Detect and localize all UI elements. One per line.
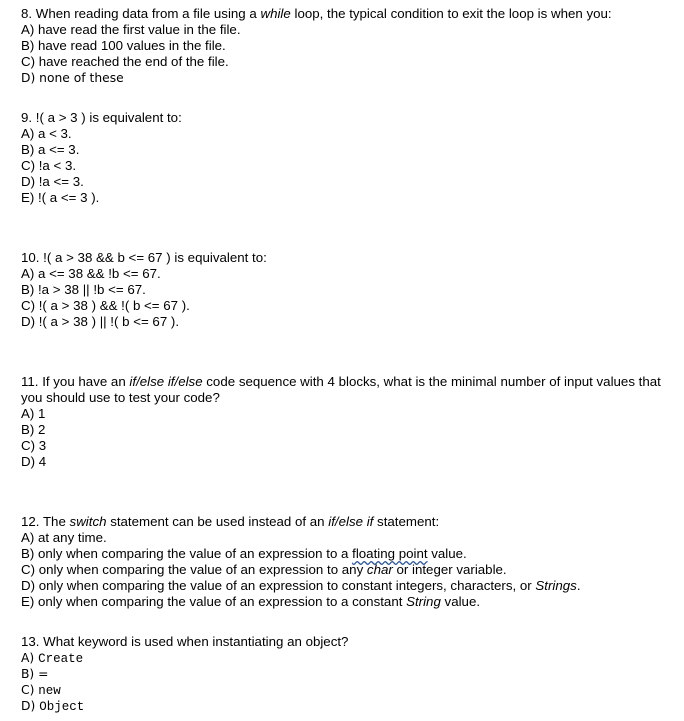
quiz-document bbox=[21, 6, 671, 714]
answer-option: C) have reached the end of the file. bbox=[21, 54, 229, 69]
question-13 bbox=[21, 634, 671, 714]
answer-option: B) = bbox=[21, 667, 49, 681]
answer-option: B) only when comparing the value of an expression to a floating point value. bbox=[21, 546, 467, 561]
question-12 bbox=[21, 514, 671, 610]
answer-option: B) a <= 3. bbox=[21, 142, 80, 157]
answer-option: D) Object bbox=[21, 699, 85, 714]
answer-option: A) 1 bbox=[21, 406, 46, 421]
answer-option: B) !a > 38 || !b <= 67. bbox=[21, 282, 146, 297]
answer-option: D) only when comparing the value of an expression to constant integers, characters, or Strings. bbox=[21, 578, 581, 593]
answer-option: B) have read 100 values in the file. bbox=[21, 38, 226, 53]
answer-option: E) only when comparing the value of an expression to a constant String value. bbox=[21, 594, 481, 609]
question-stem: 9. !( a > 3 ) is equivalent to: bbox=[21, 110, 182, 125]
answer-option: C) !a < 3. bbox=[21, 158, 77, 173]
answer-option: A) a <= 38 && !b <= 67. bbox=[21, 266, 161, 281]
question-stem: 11. If you have an if/else if/else code sequence with 4 blocks, what is the minimal number of input values that you should use to test your code? bbox=[21, 374, 661, 405]
question-stem: 10. !( a > 38 && b <= 67 ) is equivalent to: bbox=[21, 250, 267, 265]
answer-option: D) none of these bbox=[21, 71, 124, 85]
question-stem: 12. The switch statement can be used instead of an if/else if statement: bbox=[21, 514, 440, 529]
answer-option: C) only when comparing the value of an expression to any char or integer variable. bbox=[21, 562, 507, 577]
answer-option: E) !( a <= 3 ). bbox=[21, 190, 100, 205]
answer-option: C) !( a > 38 ) && !( b <= 67 ). bbox=[21, 298, 190, 313]
answer-option: C) 3 bbox=[21, 438, 47, 453]
answer-option: C) new bbox=[21, 683, 61, 698]
answer-option: A) have read the first value in the file. bbox=[21, 22, 241, 37]
answer-option: A) at any time. bbox=[21, 530, 107, 545]
question-9 bbox=[21, 110, 671, 206]
answer-option: D) !( a > 38 ) || !( b <= 67 ). bbox=[21, 314, 180, 329]
answer-option: A) Create bbox=[21, 651, 84, 666]
question-stem: 13. What keyword is used when instantiating an object? bbox=[21, 634, 349, 649]
spellcheck-underline: floating point bbox=[352, 546, 428, 561]
question-11 bbox=[21, 374, 671, 470]
answer-option: D) 4 bbox=[21, 454, 47, 469]
answer-option: D) !a <= 3. bbox=[21, 174, 84, 189]
answer-option: B) 2 bbox=[21, 422, 46, 437]
question-10 bbox=[21, 250, 671, 330]
question-stem: 8. When reading data from a file using a while loop, the typical condition to exit the loop is when you: bbox=[21, 6, 612, 21]
question-8 bbox=[21, 6, 671, 86]
answer-option: A) a < 3. bbox=[21, 126, 72, 141]
